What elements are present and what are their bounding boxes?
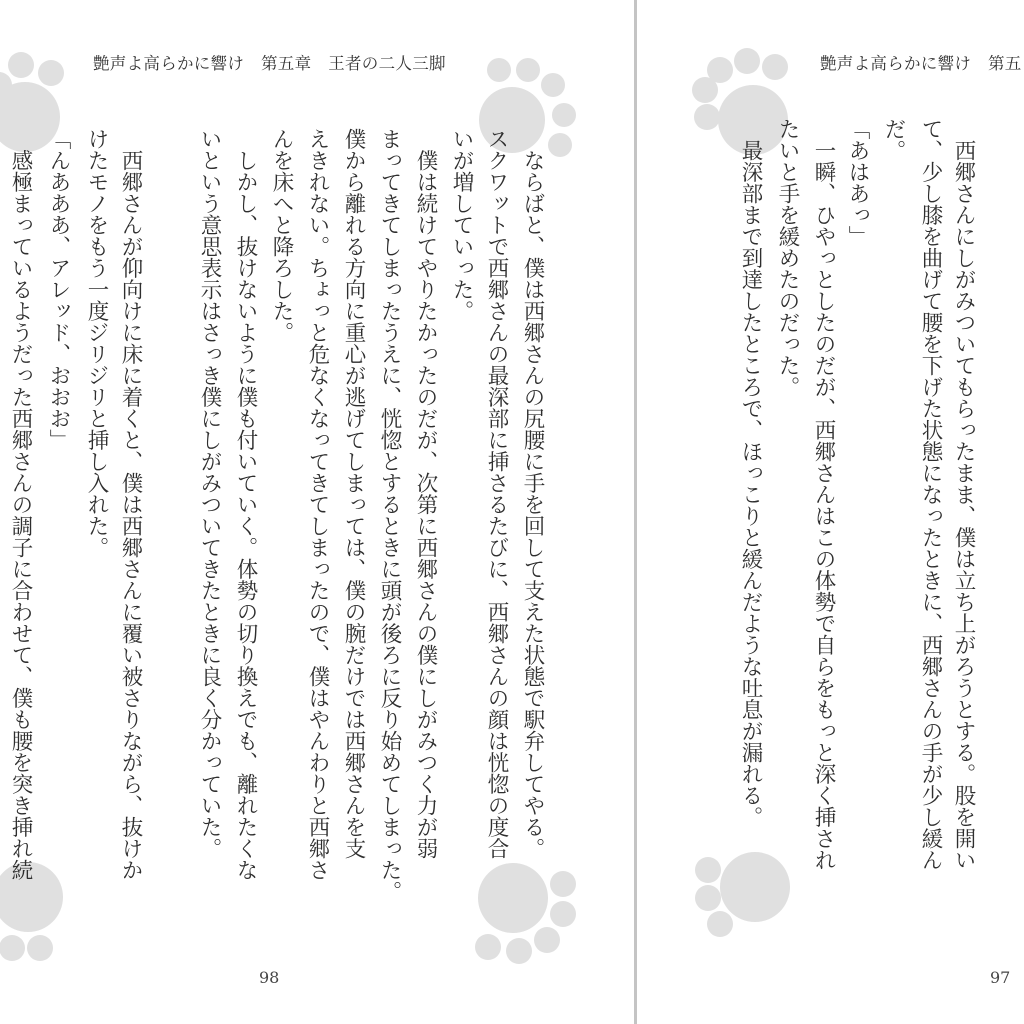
- text-line: えきれない。ちょっと危なくなってきてしまったので、僕はやんわりと西郷さ: [305, 128, 330, 881]
- text-line: 「んあああ、アレッド、おおお」: [46, 128, 71, 451]
- page-number: 98: [259, 968, 280, 987]
- text-line: だ。: [881, 118, 906, 161]
- running-header: 艶声よ高らかに響け 第五章 王者の二人三脚: [93, 54, 446, 73]
- text-line: いという意思表示はさっき僕にしがみついてきたときに良く分かっていた。: [197, 128, 222, 859]
- text-line: 最深部まで到達したところで、ほっこりと緩んだような吐息が漏れる。: [738, 118, 763, 828]
- text-line: まってきてしまったうえに、恍惚とするときに頭が後ろに反り始めてしまった。: [377, 128, 402, 902]
- text-line: 西郷さんにしがみついてもらったまま、僕は立ち上がろうとする。股を開い: [951, 118, 976, 871]
- text-line: スクワットで西郷さんの最深部に挿さるたびに、西郷さんの顔は恍惚の度合: [484, 128, 509, 859]
- running-header: 艶声よ高らかに響け 第五: [820, 54, 1022, 73]
- text-line: 感極まっているようだった西郷さんの調子に合わせて、僕も腰を突き挿れ続: [8, 128, 33, 881]
- text-line: ならばと、僕は西郷さんの尻腰に手を回して支えた状態で駅弁してやる。: [520, 128, 545, 859]
- page-number: 97: [990, 968, 1011, 987]
- text-line: 一瞬、ひやっとしたのだが、西郷さんはこの体勢で自らをもっと深く挿され: [811, 118, 836, 871]
- text-line: んを床へと降ろした。: [269, 128, 294, 343]
- right-page: [637, 0, 1024, 1024]
- text-line: けたモノをもう一度ジリジリと挿し入れた。: [84, 128, 109, 558]
- text-line: 僕から離れる方向に重心が逃げてしまっては、僕の腕だけでは西郷さんを支: [341, 128, 366, 859]
- text-line: 「あはあっ」: [845, 118, 870, 247]
- text-line: しかし、抜けないように僕も付いていく。体勢の切り換えでも、離れたくな: [233, 128, 258, 881]
- text-line: いが増していった。: [449, 128, 474, 322]
- text-line: 西郷さんが仰向けに床に着くと、僕は西郷さんに覆い被さりながら、抜けか: [118, 128, 143, 881]
- text-line: て、少し膝を曲げて腰を下げた状態になったときに、西郷さんの手が少し緩ん: [918, 118, 943, 871]
- text-line: 僕は続けてやりたかったのだが、次第に西郷さんの僕にしがみつく力が弱: [413, 128, 438, 859]
- text-line: たいと手を緩めたのだった。: [775, 118, 800, 398]
